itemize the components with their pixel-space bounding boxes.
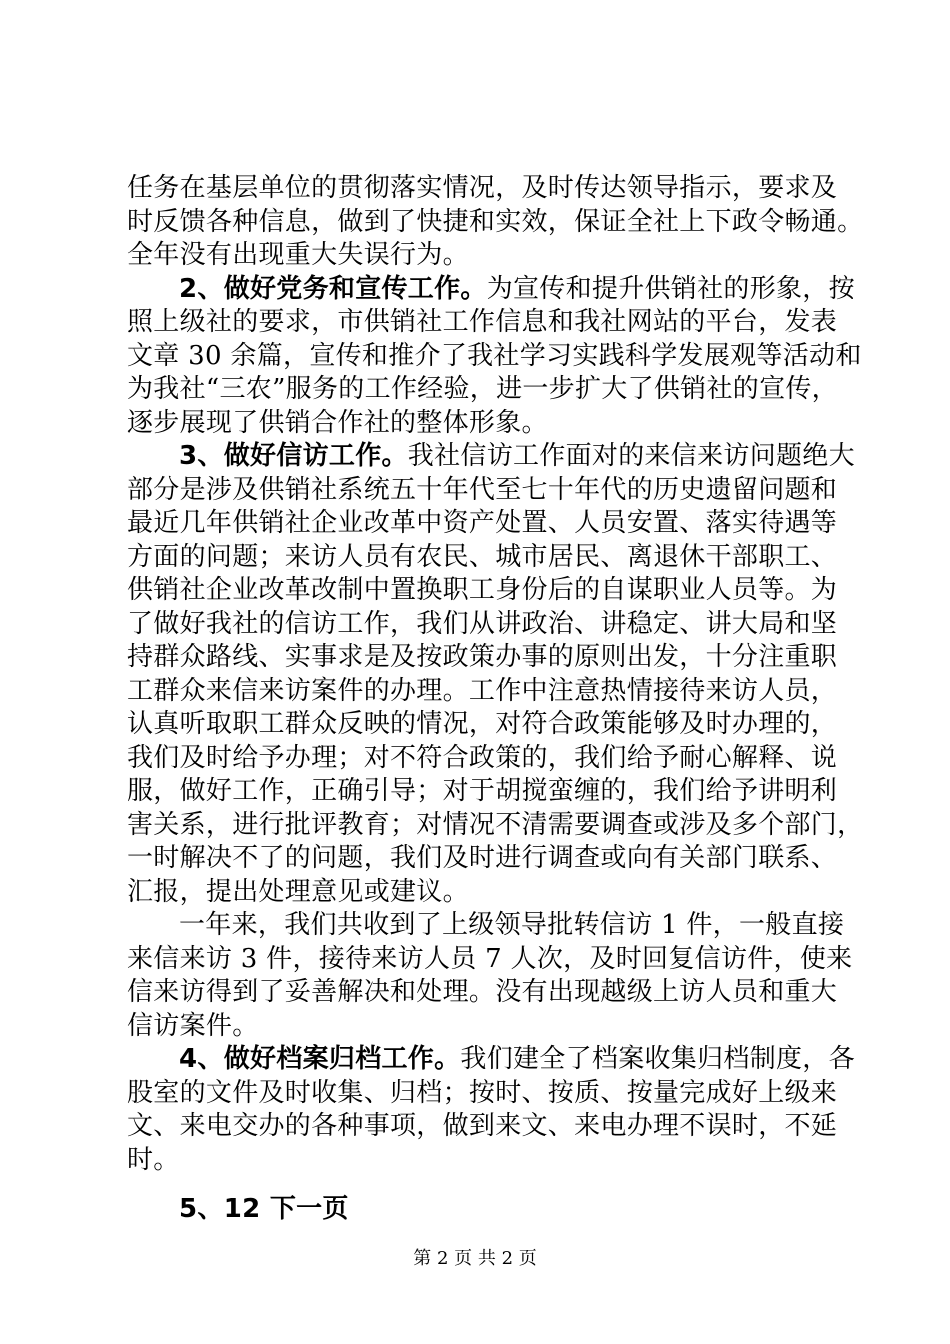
text-line: 工群众来信来访案件的办理。工作中注意热情接待来访人员， (127, 675, 838, 706)
spacer (127, 1177, 847, 1193)
text-line: 任务在基层单位的贯彻落实情况，及时传达领导指示，要求及 (127, 173, 838, 203)
text-line: 照上级社的要求，市供销社工作信息和我社网站的平台，发表 (127, 307, 838, 337)
text-line: 时反馈各种信息，做到了快捷和实效，保证全社上下政令畅通。 (127, 206, 864, 237)
text-line: 害关系，进行批评教育；对情况不清需要调查或涉及多个部门， (127, 809, 864, 840)
text-line: 我们及时给予办理；对不符合政策的，我们给予耐心解释、说 (127, 742, 838, 773)
document-page (127, 172, 864, 1227)
text-run: 我们建全了档案收集归档制度，各 (460, 1044, 855, 1074)
text-line (127, 1043, 855, 1077)
text-line: 持群众路线、实事求是及按政策办事的原则出发，十分注重职 (127, 642, 838, 672)
paragraph-archives (127, 1043, 855, 1177)
text-line: 最近几年供销社企业改革中资产处置、人员安置、落实待遇等 (127, 508, 838, 538)
text-line: 一时解决不了的问题，我们及时进行调查或向有关部门联系、 (127, 843, 838, 873)
text-line: 部分是涉及供销社系统五十年代至七十年代的历史遗留问题和 (127, 474, 838, 505)
paragraph-petitions (127, 440, 864, 909)
text-line: 为我社“三农”服务的工作经验，进一步扩大了供销社的宣传， (127, 374, 838, 404)
text-line: 信访案件。 (127, 1010, 259, 1041)
text-line: 供销社企业改革改制中置换职工身份后的自谋职业人员等。为 (127, 575, 838, 605)
text-line: 信来访得到了妥善解决和处理。没有出现越级上访人员和重大 (127, 977, 838, 1007)
text-line: 来信来访 3 件，接待来访人员 7 人次，及时回复信访件，使来 (127, 943, 853, 974)
section-heading: 3、做好信访工作。 (179, 441, 408, 471)
text-run: 我社信访工作面对的来信来访问题绝大 (407, 441, 855, 471)
text-line: 全年没有出现重大失误行为。 (127, 240, 469, 270)
text-line: 文、来电交办的各种事项，做到来文、来电办理不误时，不延 (127, 1111, 838, 1141)
next-page-link[interactable]: 5、12 下一页 (179, 1194, 349, 1224)
text-line (127, 273, 855, 307)
text-line: 方面的问题；来访人员有农民、城市居民、离退休干部职工、 (127, 541, 838, 572)
section-heading: 4、做好档案归档工作。 (179, 1044, 461, 1074)
paragraph-year-summary (127, 909, 853, 1043)
text-run: 为宣传和提升供销社的形象，按 (486, 273, 855, 304)
page-footer: 第 2 页 共 2 页 (413, 1248, 537, 1269)
text-line: 汇报，提出处理意见或建议。 (127, 876, 469, 907)
text-line: 认真听取职工群众反映的情况，对符合政策能够及时办理的， (127, 709, 838, 739)
text-line: 逐步展现了供销合作社的整体形象。 (127, 407, 548, 438)
text-line: 时。 (127, 1144, 180, 1175)
paragraph-1 (127, 172, 864, 273)
text-line: 文章 30 余篇，宣传和推介了我社学习实践科学发展观等活动和 (127, 340, 862, 371)
text-line: 一年来，我们共收到了上级领导批转信访 1 件，一般直接 (179, 910, 845, 940)
paragraph-party-affairs (127, 273, 862, 441)
text-line: 股室的文件及时收集、归档；按时、按质、按量完成好上级来 (127, 1077, 838, 1108)
text-line: 了做好我社的信访工作，我们从讲政治、讲稳定、讲大局和坚 (127, 608, 838, 639)
text-line (127, 440, 855, 474)
section-heading: 2、做好党务和宣传工作。 (179, 273, 487, 304)
text-line: 服，做好工作，正确引导；对于胡搅蛮缠的，我们给予讲明利 (127, 776, 838, 806)
